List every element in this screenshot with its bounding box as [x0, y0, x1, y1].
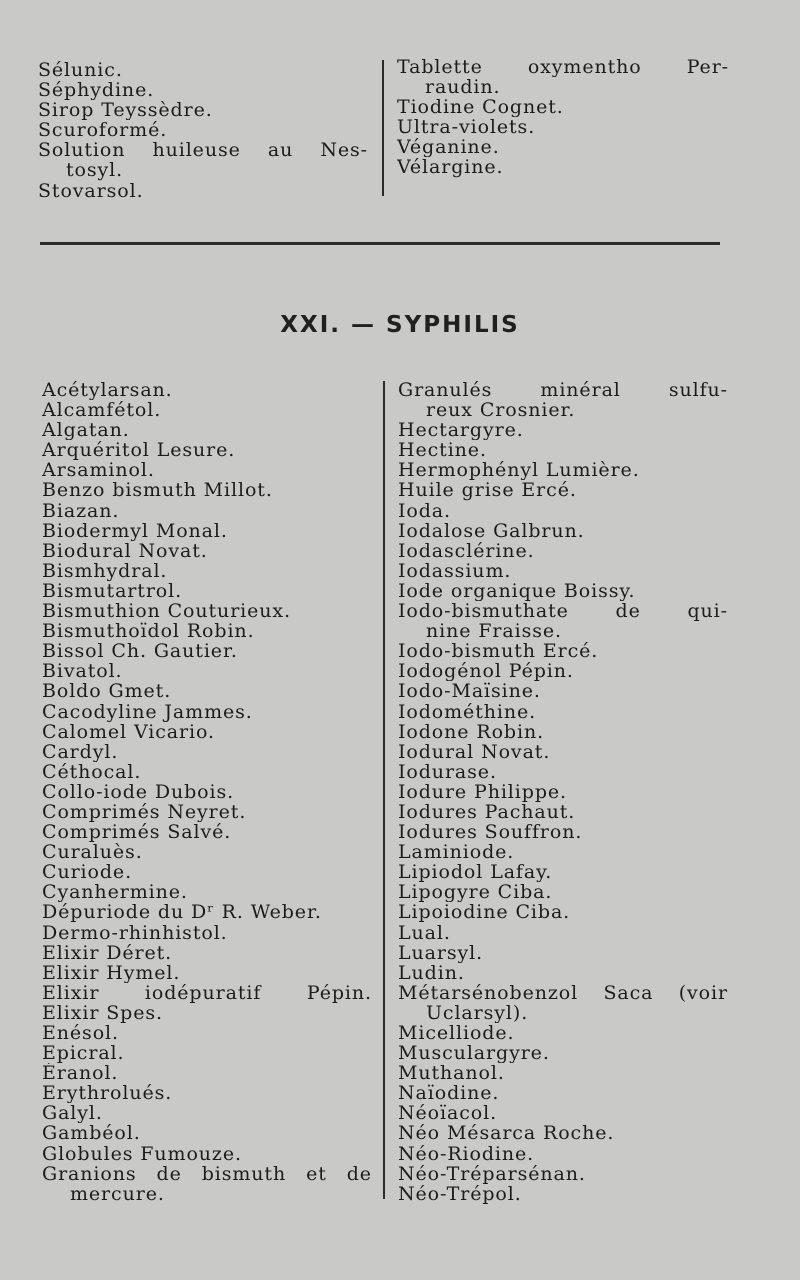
- drug-entry: Comprimés Salvé.: [42, 822, 232, 843]
- drug-entry: Sélunic.: [38, 60, 123, 81]
- drug-entry: Bivatol.: [42, 661, 123, 682]
- drug-entry: Epicral.: [42, 1043, 125, 1064]
- syphilis-right-column: [398, 380, 728, 1204]
- drug-entry: Iodasclérine.: [398, 540, 535, 561]
- drug-entry: Elixir Spes.: [42, 1002, 163, 1023]
- drug-entry: Iodogénol Pépin.: [398, 661, 574, 682]
- section-rule: [40, 242, 720, 245]
- drug-entry: Bismutartrol.: [42, 580, 183, 602]
- drug-entry-continuation: raudin.: [425, 77, 501, 98]
- drug-entry: Lipiodol Lafay.: [398, 862, 553, 883]
- drug-entry: Iodo-bismuth Ercé.: [398, 641, 599, 662]
- top-right-column: [397, 57, 729, 178]
- drug-entry: Néo-Riodine.: [398, 1143, 535, 1164]
- drug-entry: Curiode.: [42, 862, 133, 883]
- drug-entry: Muthanol.: [398, 1063, 505, 1084]
- drug-entry: Scuroformé.: [38, 120, 168, 141]
- drug-entry: Iodo-bismuthate de qui-: [398, 601, 728, 622]
- drug-entry: Naïodine.: [398, 1083, 500, 1104]
- drug-entry: Biodural Novat.: [42, 540, 208, 561]
- drug-entry: Boldo Gmet.: [42, 681, 172, 702]
- drug-entry: Dépuriode du Dʳ R. Weber.: [42, 902, 322, 923]
- drug-entry: Benzo bismuth Millot.: [42, 480, 273, 501]
- drug-entry: Enésol.: [42, 1023, 119, 1044]
- drug-entry: Tiodine Cognet.: [397, 97, 564, 118]
- drug-entry: Hermophényl Lumière.: [398, 460, 640, 481]
- drug-entry-continuation: Uclarsyl).: [426, 1002, 529, 1023]
- drug-entry: Arsaminol.: [42, 460, 155, 481]
- drug-entry: Globules Fumouze.: [42, 1143, 242, 1164]
- drug-entry: Algatan.: [42, 420, 130, 441]
- drug-entry: Néo Mésarca Roche.: [398, 1123, 615, 1144]
- drug-entry: Cyanhermine.: [42, 882, 188, 903]
- drug-entry: Iodures Pachaut.: [398, 801, 576, 823]
- drug-entry: Lipogyre Ciba.: [398, 882, 553, 903]
- drug-entry: Iodassium.: [398, 560, 512, 581]
- drug-entry: Elixir Déret.: [42, 942, 173, 963]
- drug-entry: Cacodyline Jammes.: [42, 701, 253, 722]
- drug-entry: Elixir Hymel.: [42, 962, 181, 983]
- drug-entry: Hectargyre.: [398, 420, 524, 441]
- drug-entry: Musculargyre.: [398, 1043, 550, 1064]
- drug-entry-continuation: mercure.: [70, 1183, 165, 1204]
- drug-entry: Ioda.: [398, 500, 451, 521]
- drug-entry: Ultra-violets.: [397, 117, 536, 138]
- drug-entry: Granions de bismuth et de: [42, 1163, 372, 1184]
- syphilis-left-column: [42, 380, 372, 1204]
- drug-entry: Iode organique Boissy.: [398, 580, 636, 602]
- drug-entry-continuation: nine Fraisse.: [426, 621, 562, 642]
- drug-entry: Biazan.: [42, 500, 120, 521]
- drug-entry: Iodures Souffron.: [398, 822, 583, 843]
- drug-entry: Cardyl.: [42, 741, 119, 762]
- drug-entry: Véganine.: [397, 137, 500, 158]
- drug-entry: Séphydine.: [38, 80, 155, 101]
- drug-entry: Néoïacol.: [398, 1103, 498, 1124]
- drug-entry: Hectine.: [398, 440, 487, 461]
- drug-entry: Huile grise Ercé.: [398, 480, 577, 501]
- drug-entry: Iodalose Galbrun.: [398, 520, 585, 541]
- drug-entry: Erythrolués.: [42, 1083, 173, 1104]
- drug-entry: Solution huileuse au Nes-: [38, 140, 368, 161]
- drug-entry-continuation: reux Crosnier.: [426, 400, 576, 421]
- drug-entry: Stovarsol.: [38, 180, 144, 201]
- drug-entry: Sirop Teyssèdre.: [38, 100, 213, 121]
- drug-entry: Lual.: [398, 922, 451, 943]
- drug-entry: Tablette oxymentho Per-: [397, 57, 729, 78]
- drug-entry: Ludin.: [398, 962, 465, 983]
- drug-entry: Iodone Robin.: [398, 721, 545, 742]
- section-heading: XXI. — SYPHILIS: [280, 312, 520, 338]
- drug-entry: Néo-Trépol.: [398, 1183, 522, 1204]
- syphilis-column-divider: [383, 381, 385, 1199]
- drug-entry: Dermo-rhinhistol.: [42, 922, 228, 943]
- drug-entry: Curaluès.: [42, 842, 143, 863]
- drug-entry: Galyl.: [42, 1103, 103, 1124]
- drug-entry: Métarsénobenzol Saca (voir: [398, 982, 728, 1003]
- drug-entry: Bismuthion Couturieux.: [42, 601, 291, 622]
- drug-entry: Vélargine.: [397, 157, 504, 178]
- drug-entry: Comprimés Neyret.: [42, 801, 247, 823]
- drug-entry-continuation: tosyl.: [66, 160, 124, 181]
- drug-entry: Iodo-Maïsine.: [398, 681, 541, 702]
- drug-entry: Néo-Tréparsénan.: [398, 1163, 586, 1184]
- drug-entry: Éranol.: [42, 1063, 119, 1084]
- top-column-divider: [382, 60, 384, 196]
- drug-entry: Alcamfétol.: [42, 400, 162, 421]
- drug-entry: Iodural Novat.: [398, 741, 551, 762]
- drug-entry: Bissol Ch. Gautier.: [42, 641, 238, 662]
- drug-entry: Luarsyl.: [398, 942, 484, 963]
- drug-entry: Iodurase.: [398, 761, 497, 782]
- drug-entry: Calomel Vicario.: [42, 721, 215, 742]
- drug-entry: Granulés minéral sulfu-: [398, 380, 728, 401]
- top-left-column: [38, 60, 368, 201]
- drug-entry: Arquéritol Lesure.: [42, 440, 236, 461]
- drug-entry: Acétylarsan.: [42, 380, 173, 401]
- drug-entry: Bismhydral.: [42, 560, 168, 581]
- drug-entry: Gambéol.: [42, 1123, 141, 1144]
- drug-entry: Céthocal.: [42, 761, 142, 782]
- drug-entry: Biodermyl Monal.: [42, 520, 228, 541]
- drug-entry: Iodométhine.: [398, 701, 537, 722]
- drug-entry: Bismuthoïdol Robin.: [42, 621, 255, 642]
- drug-entry: Micelliode.: [398, 1023, 515, 1044]
- drug-entry: Lipoiodine Ciba.: [398, 902, 571, 923]
- drug-entry: Collo-iode Dubois.: [42, 781, 235, 802]
- drug-entry: Laminiode.: [398, 842, 515, 863]
- drug-entry: Elixir iodépuratif Pépin.: [42, 982, 372, 1003]
- drug-entry: Iodure Philippe.: [398, 781, 567, 802]
